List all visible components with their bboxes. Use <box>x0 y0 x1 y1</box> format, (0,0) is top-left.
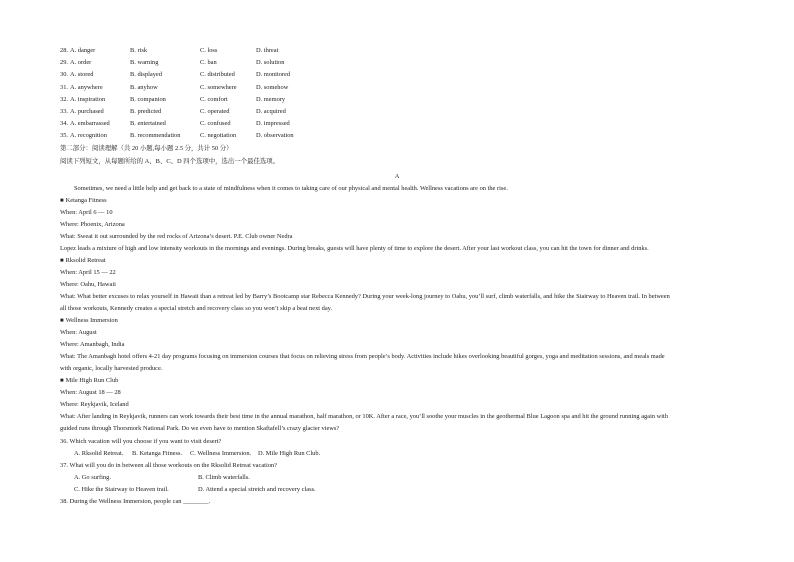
cloze-number: 29. <box>60 59 68 67</box>
retreat-when: When: April 15 — 22 <box>60 269 116 276</box>
question-stem: 36. Which vacation will you choose if you want to visit desert? <box>60 438 222 445</box>
question-option: C. Hike the Stairway to Heaven trail. <box>74 486 169 493</box>
cloze-option-c: C. operated <box>200 108 230 115</box>
cloze-option-b: B. displayed <box>130 71 162 79</box>
retreat-name: Rksolid Retreat <box>65 257 106 264</box>
retreat-what-line: What: The Amanbagh hotel offers 4-21 day programs focusing on immersion courses that focus on relieving stress from people’s body. Activities include hikes overlooking beautiful gorges, yoga and meditation sessions, and meals made <box>60 353 665 360</box>
retreat-when: When: August 18 — 28 <box>60 389 121 396</box>
cloze-number: 34. <box>60 120 68 128</box>
bullet-icon: ■ <box>60 318 64 324</box>
question-option: C. Wellness Immersion. <box>190 450 252 457</box>
bullet-icon: ■ <box>60 258 64 264</box>
cloze-option-b: B. warning <box>130 59 159 67</box>
retreat-where: Where: Amanbagh, India <box>60 341 125 348</box>
cloze-option-c: C. ban <box>200 59 217 67</box>
retreat-title <box>60 317 118 325</box>
cloze-option-d: D. acquired <box>256 108 286 115</box>
cloze-number: 35. <box>60 132 68 140</box>
passage-intro: Sometimes, we need a little help and get back to a state of mindfulness when it comes to taking care of our physical and mental health. Wellness vacations are on the rise. <box>74 185 508 192</box>
bullet-icon: ■ <box>60 198 64 204</box>
cloze-option-a: A. danger <box>70 47 96 54</box>
cloze-option-a: A. anywhere <box>70 83 103 91</box>
retreat-what-line: What: After landing in Reykjavik, runners can work towards their best time in the annual marathon, half marathon, or 10K. After a race, you’ll soothe your muscles in the geothermal Blue Lagoon spa and hit the ground running again with <box>60 413 669 420</box>
bullet-icon: ■ <box>60 378 64 384</box>
cloze-option-b: B. risk <box>130 47 148 54</box>
cloze-option-d: D. memory <box>256 95 286 103</box>
cloze-number: 32. <box>60 95 68 103</box>
cloze-option-c: C. comfort <box>200 95 228 103</box>
retreat-title <box>60 377 118 385</box>
retreat-when: When: April 6 — 10 <box>60 209 113 216</box>
cloze-number: 30. <box>60 71 68 79</box>
cloze-option-c: C. distributed <box>200 71 235 79</box>
retreat-what-line: Lopez leads a mixture of high and low intensity workouts in the mornings and evenings. During breaks, guests will have plenty of time to explore the desert. After your last workout class, you can hit the town for dinner and drinks. <box>60 245 649 252</box>
cloze-option-b: B. anyhow <box>130 83 158 91</box>
retreat-name: Ketanga Fitness <box>65 197 107 204</box>
cloze-option-d: D. somehow <box>256 83 289 91</box>
cloze-option-b: B. companion <box>130 95 166 103</box>
cloze-option-a: A. purchased <box>70 108 104 115</box>
retreat-where: Where: Oahu, Hawaii <box>60 281 116 288</box>
instructions: 阅读下列短文，从每题所给的 A、B、C、D 四个选项中，选出一个最佳选项。 <box>60 158 280 165</box>
retreat-title <box>60 257 106 265</box>
cloze-option-a: A. order <box>70 59 92 67</box>
cloze-option-d: D. impressed <box>256 120 290 128</box>
cloze-option-d: D. solution <box>256 59 285 67</box>
cloze-option-b: B. predicted <box>130 108 162 115</box>
cloze-option-b: B. recommendation <box>130 132 181 140</box>
cloze-number: 31. <box>60 83 68 91</box>
question-option: A. Go surfing. <box>74 474 111 481</box>
cloze-option-c: C. loss <box>200 47 218 54</box>
retreat-what-line: with organic, locally harvested produce. <box>60 365 163 372</box>
passage-label: A <box>394 173 400 180</box>
retreat-name: Wellness Immersion <box>65 317 118 324</box>
cloze-option-d: D. threat <box>256 47 279 54</box>
section-header: 第二部分：阅读理解（共 20 小题,每小题 2.5 分，共计 50 分） <box>60 145 233 152</box>
question-stem: 38. During the Wellness Immersion, people can ________. <box>60 498 211 505</box>
cloze-number: 33. <box>60 108 68 115</box>
question-option: A. Rksolid Retreat. <box>74 450 124 457</box>
cloze-option-c: C. somewhere <box>200 83 237 91</box>
retreat-what-line: What: Sweat it out surrounded by the red rocks of Arizona’s desert. P.E. Club owner Nedra <box>60 233 293 240</box>
retreat-name: Mile High Run Club <box>65 377 119 384</box>
cloze-option-a: A. inspiration <box>70 95 106 103</box>
question-stem: 37. What will you do in between all those workouts on the Rksolid Retreat vacation? <box>60 462 277 469</box>
retreat-what-line: guided runs through Thorsmork National Park. Do we even have to mention Skaftafell’s crazy glacier views? <box>60 425 340 432</box>
retreat-when: When: August <box>60 329 97 336</box>
retreat-what-line: What: What better excuses to relax yourself in Hawaii than a retreat led by Barry’s Bootcamp star Rebecca Kennedy? During your week-long journey to Oahu, you’ll surf, climb waterfalls, and hike the Stairway to Heaven trail. In between <box>60 293 670 300</box>
cloze-option-a: A. embarrassed <box>70 120 110 128</box>
question-option: D. Mile High Run Club. <box>258 450 321 457</box>
retreat-where: Where: Reykjavik, Iceland <box>60 401 129 408</box>
cloze-option-c: C. negotiation <box>200 132 237 140</box>
cloze-option-b: B. entertained <box>130 120 166 128</box>
question-option: B. Ketanga Fitness. <box>132 450 183 457</box>
retreat-title <box>60 197 107 205</box>
cloze-option-a: A. stored <box>70 71 94 79</box>
cloze-option-d: D. observation <box>256 132 294 140</box>
cloze-option-a: A. recognition <box>70 132 107 140</box>
cloze-number: 28. <box>60 47 68 54</box>
question-option: B. Climb waterfalls. <box>198 474 250 481</box>
cloze-option-c: C. confused <box>200 120 231 128</box>
question-option: D. Attend a special stretch and recovery class. <box>198 486 316 493</box>
retreat-what-line: all those workouts, Kennedy creates a special stretch and recovery class so you won’t skip a beat next day. <box>60 305 333 312</box>
retreat-where: Where: Phoenix, Arizona <box>60 221 125 228</box>
cloze-option-d: D. monitored <box>256 71 291 79</box>
